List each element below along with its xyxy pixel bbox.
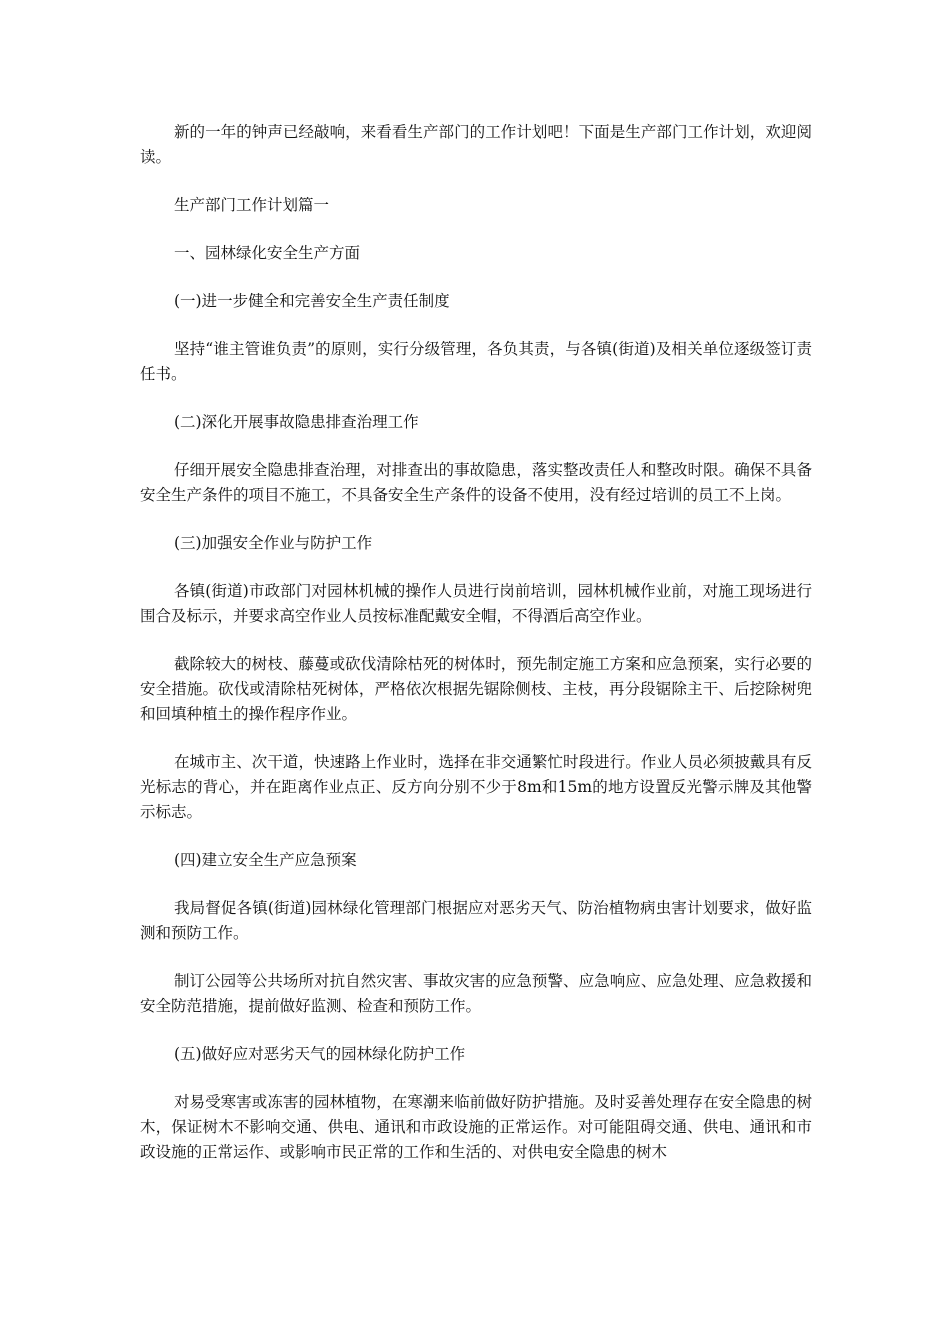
paragraph: 坚持“谁主管谁负责”的原则，实行分级管理，各负其责，与各镇(街道)及相关单位逐级签订责任书。 bbox=[140, 340, 812, 383]
paragraph: 制订公园等公共场所对抗自然灾害、事故灾害的应急预警、应急响应、应急处理、应急救援和安全防范措施，提前做好监测、检查和预防工作。 bbox=[140, 972, 812, 1015]
section-title: 生产部门工作计划篇一 bbox=[174, 196, 330, 214]
intro-paragraph: 新的一年的钟声已经敲响，来看看生产部门的工作计划吧！下面是生产部门工作计划，欢迎阅读。 bbox=[140, 123, 812, 166]
subheading-4: (四)建立安全生产应急预案 bbox=[174, 851, 357, 869]
paragraph: 在城市主、次干道，快速路上作业时，选择在非交通繁忙时段进行。作业人员必须披戴具有反光标志的背心，并在距离作业点正、反方向分别不少于8m和15m的地方设置反光警示牌及其他警示标志。 bbox=[140, 753, 812, 821]
paragraph: 对易受寒害或冻害的园林植物，在寒潮来临前做好防护措施。及时妥善处理存在安全隐患的树木，保证树木不影响交通、供电、通讯和市政设施的正常运作。对可能阻碍交通、供电、通讯和市政设施的正常运作、或影响市民正常的工作和生活的、对供电安全隐患的树木 bbox=[140, 1093, 812, 1161]
paragraph: 我局督促各镇(街道)园林绿化管理部门根据应对恶劣天气、防治植物病虫害计划要求，做好监测和预防工作。 bbox=[140, 899, 812, 942]
paragraph: 截除较大的树枝、藤蔓或砍伐清除枯死的树体时，预先制定施工方案和应急预案，实行必要的安全措施。砍伐或清除枯死树体，严格依次根据先锯除侧枝、主枝，再分段锯除主干、后挖除树兜和回填种植土的操作程序作业。 bbox=[140, 655, 812, 723]
document-body bbox=[140, 120, 812, 1188]
paragraph: 仔细开展安全隐患排查治理，对排查出的事故隐患，落实整改责任人和整改时限。确保不具备安全生产条件的项目不施工，不具备安全生产条件的设备不使用，没有经过培训的员工不上岗。 bbox=[140, 461, 812, 504]
subheading-1: (一)进一步健全和完善安全生产责任制度 bbox=[174, 292, 450, 310]
subheading-2: (二)深化开展事故隐患排查治理工作 bbox=[174, 413, 419, 431]
paragraph: 各镇(街道)市政部门对园林机械的操作人员进行岗前培训，园林机械作业前，对施工现场进行围合及标示，并要求高空作业人员按标准配戴安全帽，不得酒后高空作业。 bbox=[140, 582, 812, 625]
heading-1: 一、园林绿化安全生产方面 bbox=[174, 244, 361, 262]
subheading-3: (三)加强安全作业与防护工作 bbox=[174, 534, 373, 552]
subheading-5: (五)做好应对恶劣天气的园林绿化防护工作 bbox=[174, 1045, 466, 1063]
